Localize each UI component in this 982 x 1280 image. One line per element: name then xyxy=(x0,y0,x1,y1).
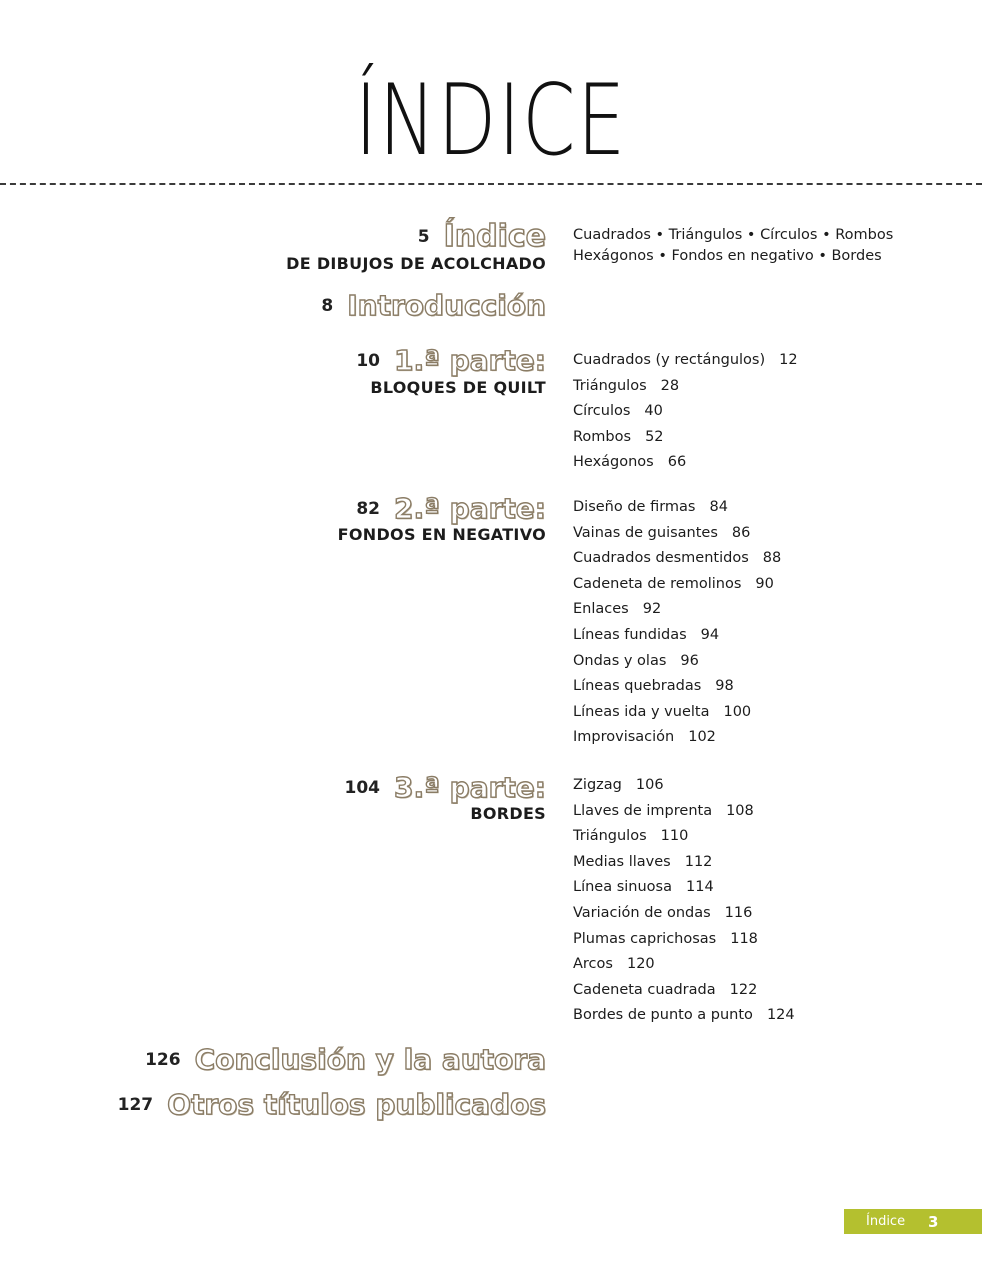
list-item[interactable] xyxy=(573,725,781,751)
list-item[interactable] xyxy=(573,649,781,675)
toc-entry-introduccion[interactable] xyxy=(321,289,546,322)
item-label: Cuadrados (y rectángulos) xyxy=(573,352,766,368)
item-label: Vainas de guisantes xyxy=(573,524,718,541)
item-page: 116 xyxy=(724,904,753,921)
entry-subtitle: FONDOS EN NEGATIVO xyxy=(337,525,546,544)
list-item[interactable] xyxy=(573,978,795,1004)
item-page: 52 xyxy=(645,428,664,445)
item-label: Círculos xyxy=(573,403,631,420)
entry-title: 2.ª parte: xyxy=(394,492,546,525)
item-page: 28 xyxy=(660,377,680,394)
item-label: Líneas fundidas xyxy=(573,626,687,643)
item-page: 90 xyxy=(755,575,774,592)
entry-page-number: 104 xyxy=(344,778,381,798)
item-label: Arcos xyxy=(573,956,613,973)
list-item[interactable] xyxy=(573,799,795,825)
item-page: 112 xyxy=(684,853,713,870)
entry-title: Índice xyxy=(443,219,546,254)
entry-title: Otros títulos publicados xyxy=(167,1088,546,1121)
entry-title: 3.ª parte: xyxy=(394,771,546,804)
item-page: 96 xyxy=(680,652,699,669)
entry-page-number: 8 xyxy=(321,296,334,316)
item-label: Ondas y olas xyxy=(573,652,667,669)
list-item[interactable] xyxy=(573,623,781,649)
dashed-divider xyxy=(0,183,982,185)
list-item[interactable] xyxy=(573,546,781,572)
list-item[interactable] xyxy=(573,700,781,726)
item-page: 110 xyxy=(660,828,689,845)
toc-entry-part1[interactable] xyxy=(356,344,546,377)
footer-section-label: Índice xyxy=(866,1214,906,1229)
part1-list xyxy=(573,348,798,476)
item-page: 114 xyxy=(686,879,714,896)
list-item[interactable] xyxy=(573,674,781,700)
toc-entry-part2[interactable] xyxy=(356,492,546,525)
item-page: 12 xyxy=(779,352,798,368)
item-label: Enlaces xyxy=(573,601,629,618)
page-title: ÍNDICE xyxy=(354,64,627,178)
item-label: Variación de ondas xyxy=(573,904,711,921)
entry-page-number: 10 xyxy=(356,351,381,371)
item-page: 108 xyxy=(726,802,754,819)
item-page: 88 xyxy=(762,550,782,567)
entry-page-number: 126 xyxy=(145,1050,181,1070)
toc-entry-indice[interactable] xyxy=(417,219,546,254)
item-page: 106 xyxy=(635,777,664,793)
list-item[interactable] xyxy=(573,901,795,927)
entry-page-number: 127 xyxy=(117,1095,154,1115)
item-label: Zigzag xyxy=(573,777,622,793)
item-page: 122 xyxy=(729,981,758,998)
toc-entry-part3[interactable] xyxy=(344,771,546,804)
list-item[interactable] xyxy=(573,824,795,850)
item-page: 84 xyxy=(709,499,728,515)
item-page: 40 xyxy=(644,403,663,420)
toc-entry-others[interactable] xyxy=(117,1088,546,1121)
item-label: Improvisación xyxy=(573,729,675,746)
item-label: Líneas quebradas xyxy=(573,678,702,695)
summary-line: Cuadrados • Triángulos • Círculos • Rombos xyxy=(573,227,894,243)
item-label: Llaves de imprenta xyxy=(573,802,713,819)
part2-list xyxy=(573,495,781,751)
summary-line: Hexágonos • Fondos en negativo • Bordes xyxy=(573,248,882,264)
item-page: 100 xyxy=(723,703,752,720)
item-label: Cadeneta cuadrada xyxy=(573,981,716,998)
item-label: Cadeneta de remolinos xyxy=(573,575,742,592)
item-page: 124 xyxy=(766,1007,795,1024)
item-page: 66 xyxy=(667,454,687,471)
list-item[interactable] xyxy=(573,374,798,400)
item-page: 120 xyxy=(626,956,655,973)
list-item[interactable] xyxy=(573,1003,795,1029)
indice-summary xyxy=(573,225,893,267)
item-label: Rombos xyxy=(573,428,632,445)
entry-title: Conclusión y la autora xyxy=(194,1043,546,1076)
footer-tab xyxy=(844,1209,982,1234)
part3-list xyxy=(573,773,795,1029)
item-page: 86 xyxy=(731,524,751,541)
list-item[interactable] xyxy=(573,348,798,374)
entry-subtitle: DE DIBUJOS DE ACOLCHADO xyxy=(286,254,546,273)
entry-page-number: 82 xyxy=(356,499,381,519)
list-item[interactable] xyxy=(573,572,781,598)
list-item[interactable] xyxy=(573,425,798,451)
list-item[interactable] xyxy=(573,927,795,953)
item-label: Hexágonos xyxy=(573,454,654,471)
item-label: Medias llaves xyxy=(573,853,671,870)
entry-page-number: 5 xyxy=(417,227,430,247)
item-label: Líneas ida y vuelta xyxy=(573,703,710,720)
list-item[interactable] xyxy=(573,450,798,476)
entry-title: Introducción xyxy=(347,289,546,322)
list-item[interactable] xyxy=(573,773,795,799)
item-label: Triángulos xyxy=(573,828,647,845)
item-label: Diseño de firmas xyxy=(573,499,696,515)
list-item[interactable] xyxy=(573,952,795,978)
item-page: 102 xyxy=(688,729,716,746)
item-page: 98 xyxy=(715,678,734,695)
list-item[interactable] xyxy=(573,875,795,901)
item-page: 94 xyxy=(700,626,720,643)
list-item[interactable] xyxy=(573,597,781,623)
entry-subtitle: BLOQUES DE QUILT xyxy=(370,378,546,397)
list-item[interactable] xyxy=(573,399,798,425)
item-page: 118 xyxy=(730,930,758,947)
list-item[interactable] xyxy=(573,495,781,521)
item-label: Triángulos xyxy=(573,377,647,394)
entry-title: 1.ª parte: xyxy=(394,344,546,377)
item-label: Plumas caprichosas xyxy=(573,930,717,947)
item-label: Línea sinuosa xyxy=(573,879,672,896)
list-item[interactable] xyxy=(573,850,795,876)
entry-subtitle: BORDES xyxy=(470,804,546,823)
footer-page-number: 3 xyxy=(928,1212,939,1231)
item-label: Bordes de punto a punto xyxy=(573,1007,753,1024)
item-page: 92 xyxy=(642,601,662,618)
toc-entry-conclusion[interactable] xyxy=(145,1043,546,1076)
list-item[interactable] xyxy=(573,521,781,547)
item-label: Cuadrados desmentidos xyxy=(573,550,749,567)
